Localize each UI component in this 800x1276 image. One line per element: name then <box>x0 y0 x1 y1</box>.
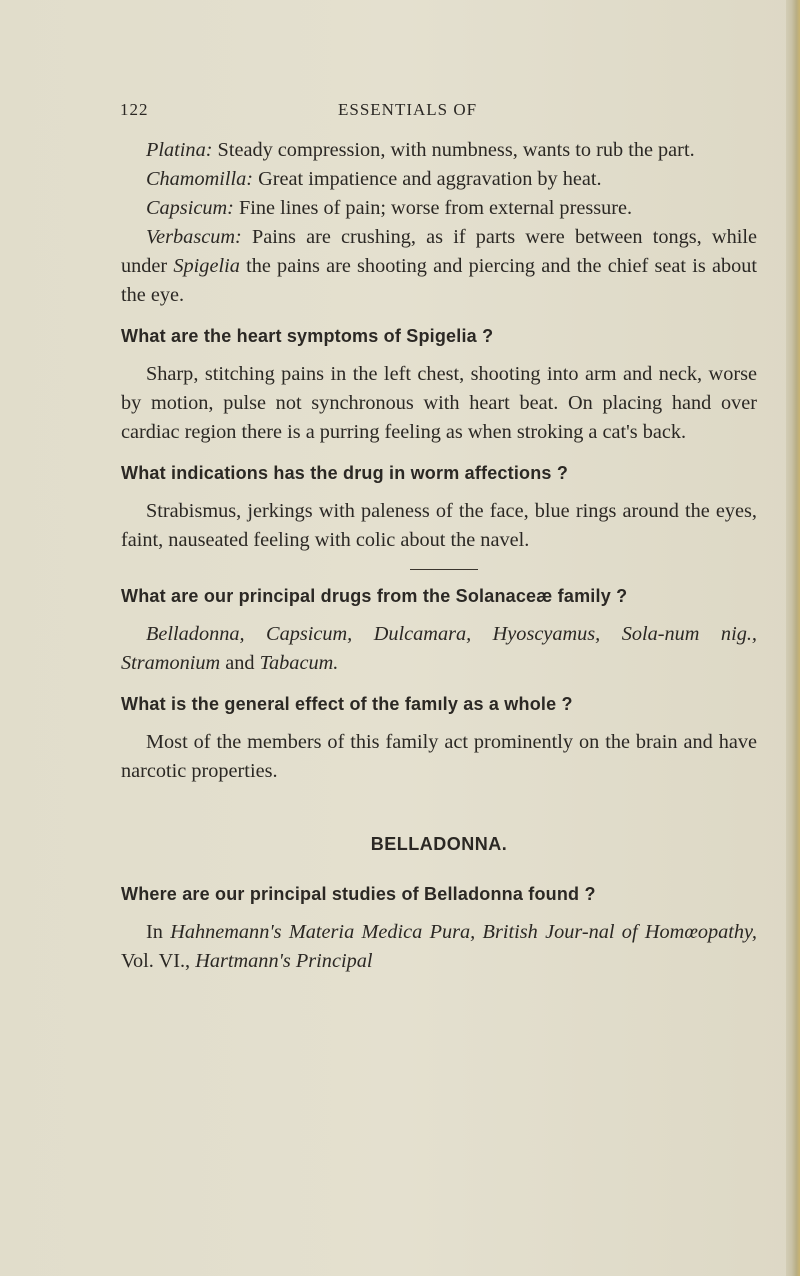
volume-ref: Vol. VI., <box>121 950 196 972</box>
question-belladonna: Where are our principal studies of Belladonna found ? <box>121 884 596 904</box>
section-heading: BELLADONNA. <box>370 834 508 854</box>
remedy-platina <box>121 136 757 165</box>
section-divider <box>410 569 478 570</box>
answer-belladonna <box>121 918 757 976</box>
remedy-name: Capsicum: <box>146 197 234 219</box>
question-worm: What indications has the drug in worm affections ? <box>121 463 569 483</box>
page-number: 122 <box>120 100 149 119</box>
drug-list: Belladonna, Capsicum, Dulcamara, Hyoscyamus, Sola-num nig., Stramonium <box>121 623 757 674</box>
question-family-effect: What is the general effect of the famıly as a whole ? <box>121 694 573 714</box>
answer-heart: Sharp, stitching pains in the left chest, shooting into arm and neck, worse by motion, pulse not synchronous with heart beat. On placing hand over cardiac region there is a purring feeling as when stroking a cat's back. <box>121 363 757 443</box>
remedy-name: Spigelia <box>173 255 240 277</box>
remedy-name: Chamomilla: <box>146 168 254 190</box>
reference-work: Hartmann's Principal <box>195 950 373 972</box>
drug-name: Tabacum. <box>259 652 339 674</box>
remedy-chamomilla <box>121 165 757 194</box>
conjunction: and <box>220 652 260 674</box>
remedy-description: Great impatience and aggravation by heat. <box>253 168 602 190</box>
answer-solanaceae <box>121 620 757 678</box>
remedy-description: Fine lines of pain; worse from external pressure. <box>233 197 633 219</box>
answer-worm: Strabismus, jerkings with paleness of the face, blue rings around the eyes, faint, nauseated feeling with colic about the navel. <box>121 500 757 551</box>
remedy-description: the pains are shooting and piercing and the chief seat is about the eye. <box>121 255 757 306</box>
answer-family-effect: Most of the members of this family act prominently on the brain and have narcotic properties. <box>121 731 757 782</box>
text-fragment: In <box>146 921 171 943</box>
page-body <box>121 136 757 976</box>
running-head <box>120 100 740 126</box>
remedy-name: Verbascum: <box>146 226 242 248</box>
reference-works: Hahnemann's Materia Medica Pura, British Jour-nal of Homœopathy, <box>170 921 757 943</box>
remedy-verbascum <box>121 223 757 310</box>
question-heart: What are the heart symptoms of Spigelia ? <box>121 326 494 346</box>
remedy-description: Pains are crushing, as if parts were between tongs, while under <box>121 226 757 277</box>
remedy-name: Platina: <box>146 139 213 161</box>
remedy-description: Steady compression, with numbness, wants to rub the part. <box>212 139 695 161</box>
running-head-title: ESSENTIALS OF <box>338 100 478 119</box>
question-solanaceae: What are our principal drugs from the Solanaceæ family ? <box>121 586 628 606</box>
remedy-capsicum <box>121 194 757 223</box>
page-edge-shadow <box>786 0 800 1276</box>
